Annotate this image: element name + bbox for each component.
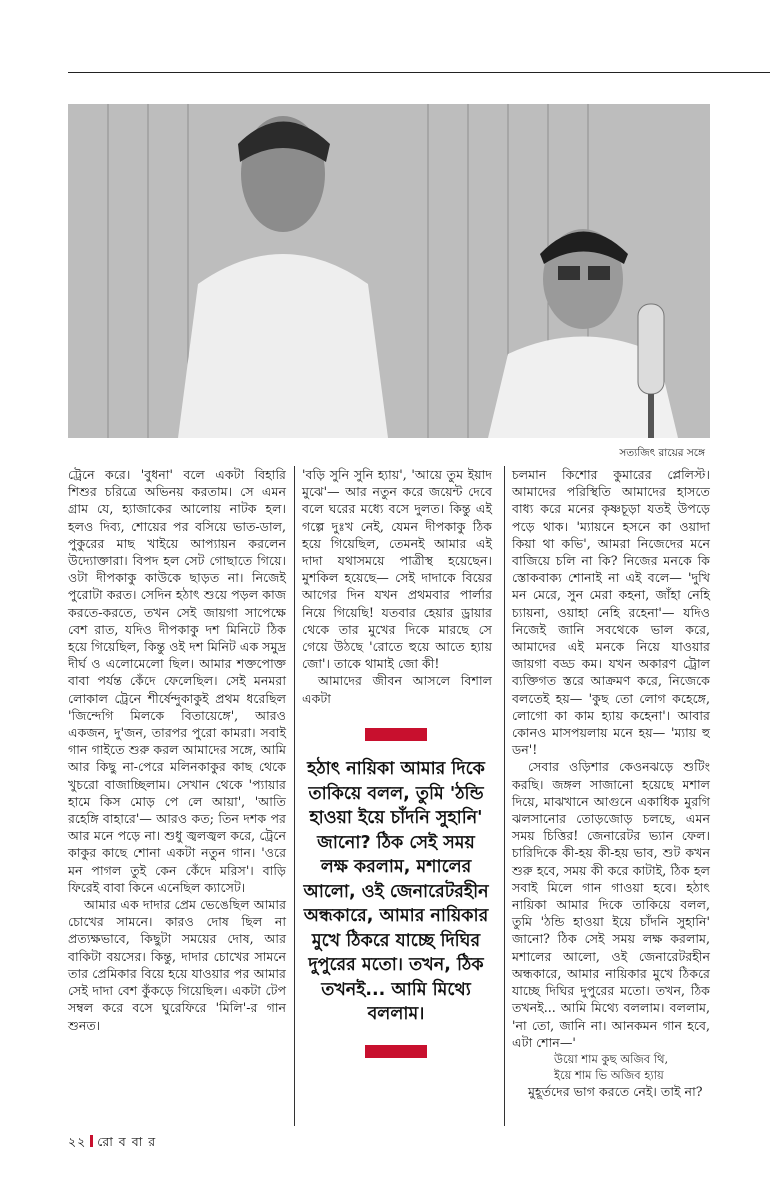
top-rule <box>68 72 770 73</box>
pull-quote <box>302 728 490 1058</box>
song-lyric-line: ইয়ে শাম ভি অজিব হ্যায় <box>554 1067 664 1082</box>
feature-photo <box>68 104 710 438</box>
column-divider <box>294 466 295 1126</box>
article-column-1 <box>68 466 286 1034</box>
article-column-2 <box>302 466 492 707</box>
photo-illustration <box>68 104 710 438</box>
paragraph: চলমান কিশোর কুমারের প্লেলিস্ট। আমাদের পরিস্থিতি আমাদের হাসতে বাধ্য করে মনের কৃষ্ণচূড়া যতই উপড়ে পড়ে থাক। 'ম্যায়নে হসনে কা ওয়াদা কিয়া থা কভি', আমরা নিজেদের মনে বাজিয়ে চলি না কি? নিজের মনকে কি স্তোকবাক্য শোনাই না এই বলে— 'দুখি মন মেরে, সুন মেরা কহনা, জাঁহা নেহি চ্যায়না, ওয়াহা নেহি রহেনা'— যদিও নিজেই জানি সবথেকে ভাল করে, আমাদের এই মনকে নিয়ে যাওয়ার জায়গা বড্ড কম। যখন অকারণ ট্রোল ব্যক্তিগত স্তরে আক্রমণ করে, নিজেকে বলতেই হয়— 'কুছ তো লোগ কহেঙ্গে, লোগো কা কাম হ্যায় কহেনা'। আবার কোনও মাসপয়লায় মনে হয়— 'ম্যায় হু ডন'! <box>512 467 710 758</box>
song-lyric-line: উয়ো শাম কুছ অজিব থি, <box>554 1051 669 1066</box>
paragraph: মুহূর্তদের ভাগ করতে নেই। তাই না? <box>528 1083 703 1099</box>
magazine-name: রো ব বা র <box>97 1134 157 1149</box>
photo-caption: সত্যজিৎ রায়ের সঙ্গে <box>619 447 705 459</box>
paragraph: 'বড়ি সুনি সুনি হ্যায়', 'আয়ে তুম ইয়াদ মুঝে'— আর নতুন করে জয়েন্ট দেবে বলে ঘরের মধ্যে বসে দুলত। কিন্তু এই গল্পে দুঃখ নেই, যেমন দীপকাকু ঠিক হয়ে গিয়েছিল, তেমনই আমার এই দাদা যথাসময়ে পাত্রীস্থ হয়েছেন। মুশকিল হয়েছে— সেই দাদাকে বিয়ের আগের দিন যখন প্রথমবার পার্লার নিয়ে গিয়েছি! যতবার হেয়ার ড্রায়ার থেকে তার মুখের দিকে মারছে সে গেয়ে উঠছে 'রোতে হুয়ে আতে হ্যায় জো'। তাকে থামাই জো কী! <box>302 467 492 672</box>
footer-separator <box>90 1135 93 1147</box>
page-number: ২২ <box>68 1134 87 1149</box>
pull-quote-bar-top <box>365 728 427 741</box>
column-divider <box>504 466 505 1126</box>
page-footer <box>68 1134 156 1154</box>
pull-quote-bar-bottom <box>365 1045 427 1058</box>
paragraph: ট্রেনে করে। 'বুধনা' বলে একটা বিহারি শিশুর চরিত্রে অভিনয় করতাম। সে এমন গ্রাম যে, হ্যাজাকের আলোয় নাটক হল। হলও দিব্য, শোয়ের পর বসিয়ে ভাত-ডাল, পুকুরের মাছ খাইয়ে আপ্যায়ন করলেন উদ্যোক্তারা। বিপদ হল সেট গোছাতে গিয়ে। ওটা দীপকাকু কাউকে ছাড়ত না। নিজেই পুরোটা করত। সেদিন হঠাৎ শুয়ে পড়ল কাজ করতে-করতে, তখন সেই জায়গা সাপেক্ষে বেশ রাত, যদিও দীপকাকু দশ মিনিটে ঠিক হয়ে গিয়েছিল, কিন্তু ওই দশ মিনিট এক সমুদ্র দীর্ঘ ও এলোমেলো ছিল। আমার শক্তপোক্ত বাবা পর্যন্ত কেঁদে ফেলেছিল। সেই মনমরা লোকাল ট্রেনে শীর্ষেন্দুকাকুই প্রথম ধরেছিল 'জিন্দেগি মিলকে বিতায়েঙ্গে', আরও একজন, দু'জন, তারপর পুরো কামরা। সবাই গান গাইতে শুরু করল আমাদের সঙ্গে, আমি আর কিছু না-পেরে মলিনকাকুর কাছ থেকে খুচরো বাজাচ্ছিলাম। সেখান থেকে 'প্যায়ার হামে কিস মোড় পে লে আয়া', 'আতি রহেঙ্গি বাহারে'— আরও কত; তিন দশক পর আর মনে পড়ে না। শুধু জ্বলজ্বল করে, ট্রেনে কাকুর কাছে শোনা একটা নতুন গান। 'ওরে মন পাগল তুই কেন কেঁদে মরিস'। বাড়ি ফিরেই বাবা কিনে এনেছিল ক্যাসেট। <box>68 467 286 895</box>
article-column-3 <box>512 466 710 1100</box>
paragraph: সেবার ওড়িশার কেওনঝড়ে শুটিং করছি। জঙ্গল সাজানো হয়েছে মশাল দিয়ে, মাঝখানে আগুনে একাধিক মুরগি ঝলসানোর তোড়জোড় চলছে, এমন সময় চিত্তির! জেনারেটর ভ্যান ফেল। চারিদিকে কী-হয় কী-হয় ভাব, শুট কখন শুরু হবে, সময় কী করে কাটাই, ঠিক হল সবাই মিলে গান গাওয়া হবে। হঠাৎ নায়িকা আমার দিকে তাকিয়ে বলল, তুমি 'ঠন্ডি হাওয়া ইয়ে চাঁদনি সুহানি' জানো? ঠিক সেই সময় লক্ষ করলাম, মশালের আলো, ওই জেনারেটরহীন অন্ধকারে, আমার নায়িকার মুখে ঠিকরে যাচ্ছে দিঘির দুপুরের মতো। তখন, ঠিক তখনই... আমি মিথ্যে বললাম। বললাম, 'না তো, জানি না। আনকমন গান হবে, এটা শোন—' <box>512 759 710 1050</box>
pull-quote-text: হঠাৎ নায়িকা আমার দিকে তাকিয়ে বলল, তুমি 'ঠন্ডি হাওয়া ইয়ে চাঁদনি সুহানি' জানো? ঠিক সেই সময় লক্ষ করলাম, মশালের আলো, ওই জেনারেটরহীন অন্ধকারে, আমার নায়িকার মুখে ঠিকরে যাচ্ছে দিঘির দুপুরের মতো। তখন, ঠিক তখনই... আমি মিথ্যে বললাম। <box>303 759 489 1024</box>
paragraph: আমার এক দাদার প্রেম ভেঙেছিল আমার চোখের সামনে। কারও দোষ ছিল না প্রত্যক্ষভাবে, কিছুটা সময়ের দোষ, আর বাকিটা বয়সের। কিন্তু, দাদার চোখের সামনে তার প্রেমিকার বিয়ে হয়ে যাওয়ার পর আমার সেই দাদা বেশ কুঁকড়ে গিয়েছিল। একটা টেপ সম্বল করে বসে ঘুরেফিরে 'মিলি'-র গান শুনত। <box>68 897 286 1033</box>
paragraph: আমাদের জীবন আসলে বিশাল একটা <box>302 673 492 706</box>
